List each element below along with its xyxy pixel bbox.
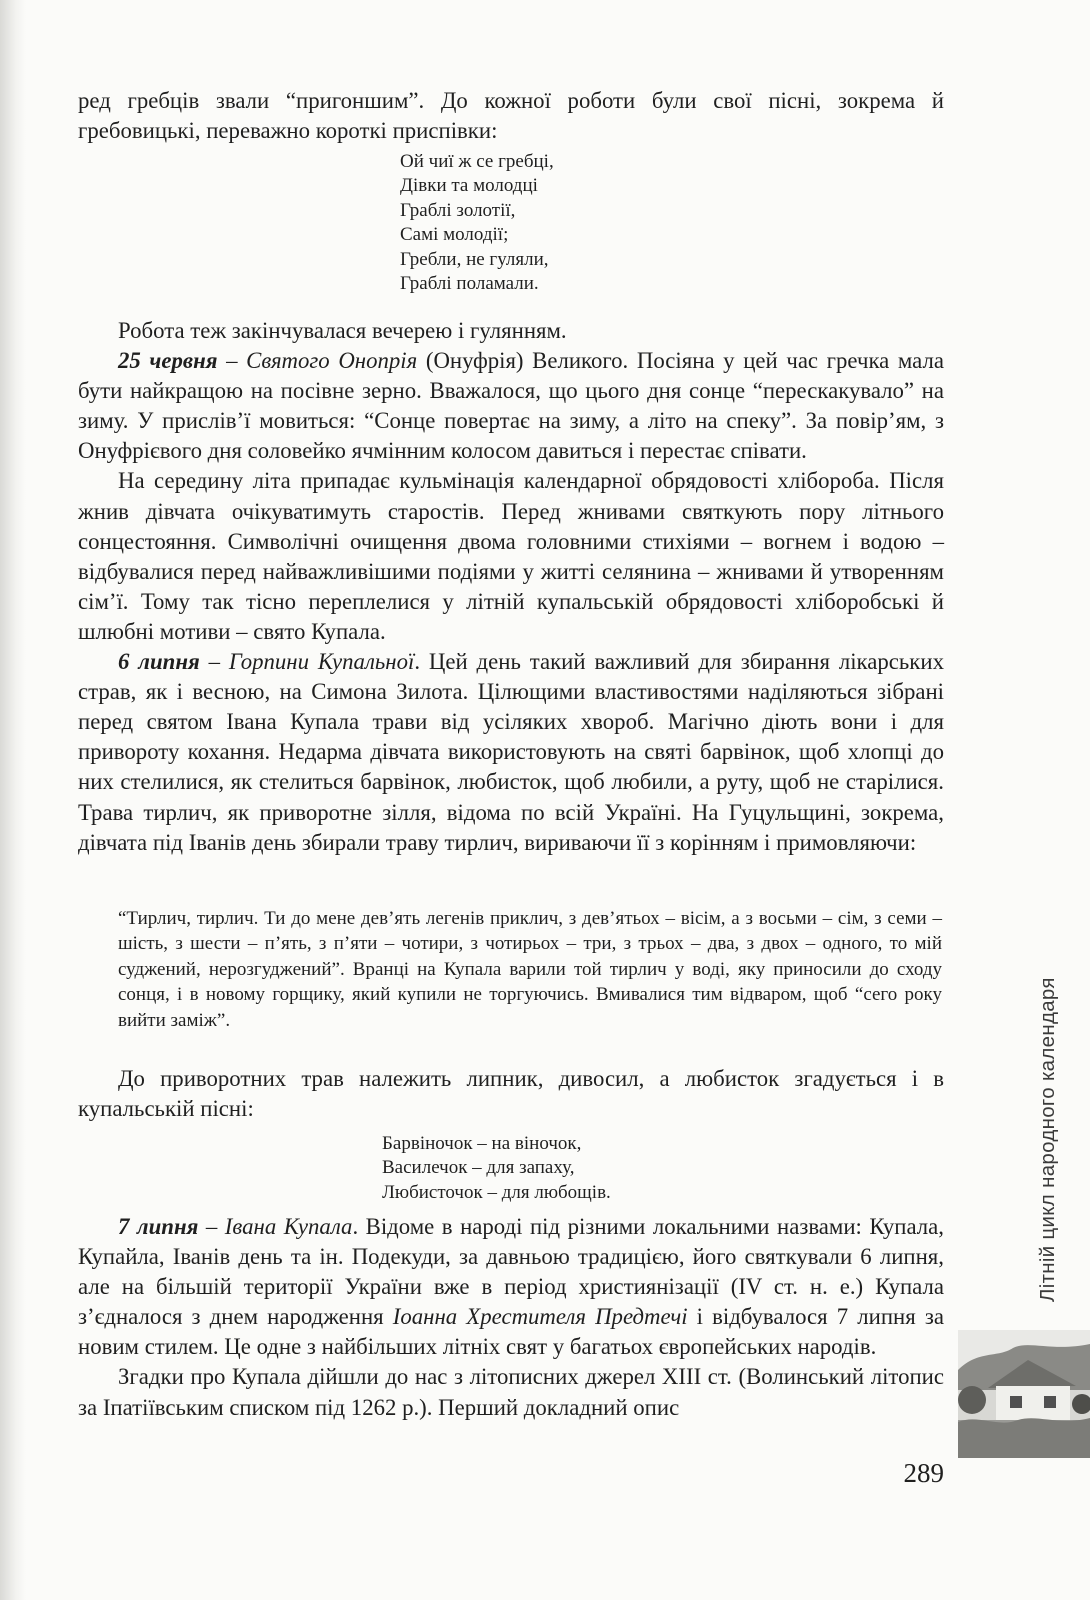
rake-song-verse <box>400 150 554 296</box>
main-text-block-3 <box>78 1212 944 1423</box>
main-text-block-1 <box>78 316 944 858</box>
running-side-title: Літній цикл народного календаря <box>1036 977 1059 1302</box>
feast-name-onuphrius: Святого Онопрія <box>246 348 418 374</box>
john-the-baptist-name: Іоанна Хрестителя Предтечі <box>392 1304 688 1330</box>
verse-line: Дівки та молодці <box>400 175 538 197</box>
village-house-thumbnail <box>958 1330 1090 1458</box>
paragraph-midsummer: На середину літа припадає кульмінація календарної обрядовості хлібороба. Після жнив дівчата очікуватимуть старостів. Перед жнивами святкують пору літнього сонцестояння. Символічні очищення двома головними стихіями – вогнем і водою – відбувалися перед найважливішими подіями у житті селянина – жнивами й утворенням сім’ї. Тому так тісно переплелися у літній купальській обрядовості хліборобські й шлюбні мотиви – свято Купала. <box>78 468 944 644</box>
date-july-6: 6 липня <box>118 649 200 675</box>
date-july-7: 7 липня <box>118 1214 199 1239</box>
page-number: 289 <box>903 1458 944 1488</box>
intro-paragraph <box>78 86 944 146</box>
feast-name-horpyna: Горпини Купальної <box>228 649 415 675</box>
verse-line: Самі молодії; <box>400 224 509 246</box>
paragraph-chronicle: Згадки про Купала дійшли до нас з літописних джерел XIII ст. (Волинський літопис за Іпатіївським списком під 1262 р.). Перший докладний опис <box>78 1364 944 1420</box>
paragraph-horpyna: 6 липня – Горпини Купальної. Цей день такий важливий для збирання лікарських страв, як і весною, на Симона Зилота. Цілющими властивостями наділяються зібрані перед святом Івана Купала трави від усіляких хвороб. Магічно діють вони і для привороту кохання. Недарма дівчата використовують на святі барвінок, щоб хлопці до них стелилися, як стелиться барвінок, любисток, щоб любили, а руту, щоб не старілися. Трава тирлич, як приворотне зілля, відома по всій Україні. На Гуцульщині, зокрема, дівчата під Іванів день збирали траву тирлич, вириваючи її з корінням і примовляючи: <box>78 649 944 855</box>
paragraph-onuphrius: 25 червня – Святого Онопрія (Онуфрія) Великого. Посіяна у цей час гречка мала бути найкращою на посівне зерно. Вважалося, що цього дня сонце “перескакувало” на зиму. У прислів’ї мовиться: “Сонце повертає на зиму, а літо на спеку”. За повір’ям, з Онуфрієвого дня соловейко ячмінним колосом давиться і перестає співати. <box>78 348 944 464</box>
feast-name-ivan-kupala: Івана Купала <box>224 1214 353 1239</box>
verse-line: Василечок – для запаху, <box>382 1157 575 1179</box>
main-text-block-2 <box>78 1064 944 1124</box>
verse-line: Гребли, не гуляли, <box>400 248 549 270</box>
verse-line: Ой чиї ж се гребці, <box>400 151 554 172</box>
verse-line: Барвіночок – на віночок, <box>382 1133 582 1154</box>
intro-text: ред гребців звали “пригоншим”. До кожної роботи були свої пісні, зокрема й гребовицькі, переважно короткі приспівки: <box>78 88 944 144</box>
tyrlych-incantation-quote: “Тирлич, тирлич. Ти до мене дев’ять легенів приклич, з дев’ятьох – вісім, а з восьми – сім, з семи – шість, з шести – п’ять, з п’яти – чотири, з чотирьох – три, з трьох – два, з двох – одного, то мій суджений, нерозгуджений”. Вранці на Купала варили той тирлич у воді, яку приносили до сходу сонця, і в новому горщику, який купили не торгуючись. Вмивалися тим відваром, щоб “сего року вийти заміж”. <box>118 908 942 1031</box>
date-june-25: 25 червня <box>118 348 218 374</box>
paragraph-love-herbs: До приворотних трав належить липник, дивосил, а любисток згадується і в купальській пісні: <box>78 1066 944 1122</box>
paragraph-ivan-kupala: 7 липня – Івана Купала. Відоме в народі під різними локальними назвами: Купала, Купайла, Іванів день та ін. Подекуди, за давньою традицією, його святкували 6 липня, але на більшій території України вже в період християнізації (IV ст. н. е.) Купала з’єдналося з днем народження Іоанна Хрестителя Предтечі і відбувалося 7 липня за новим стилем. Це одне з найбільших літніх свят у багатьох європейських народів. <box>78 1214 944 1360</box>
verse-line: Граблі поламали. <box>400 273 539 295</box>
village-house-image <box>958 1330 1090 1458</box>
verse-line: Любисточок – для любощів. <box>382 1181 611 1203</box>
paragraph-supper: Робота теж закінчувалася вечерею і гулянням. <box>118 318 567 343</box>
kupala-song-verse <box>382 1132 611 1205</box>
verse-line: Граблі золотії, <box>400 199 516 221</box>
